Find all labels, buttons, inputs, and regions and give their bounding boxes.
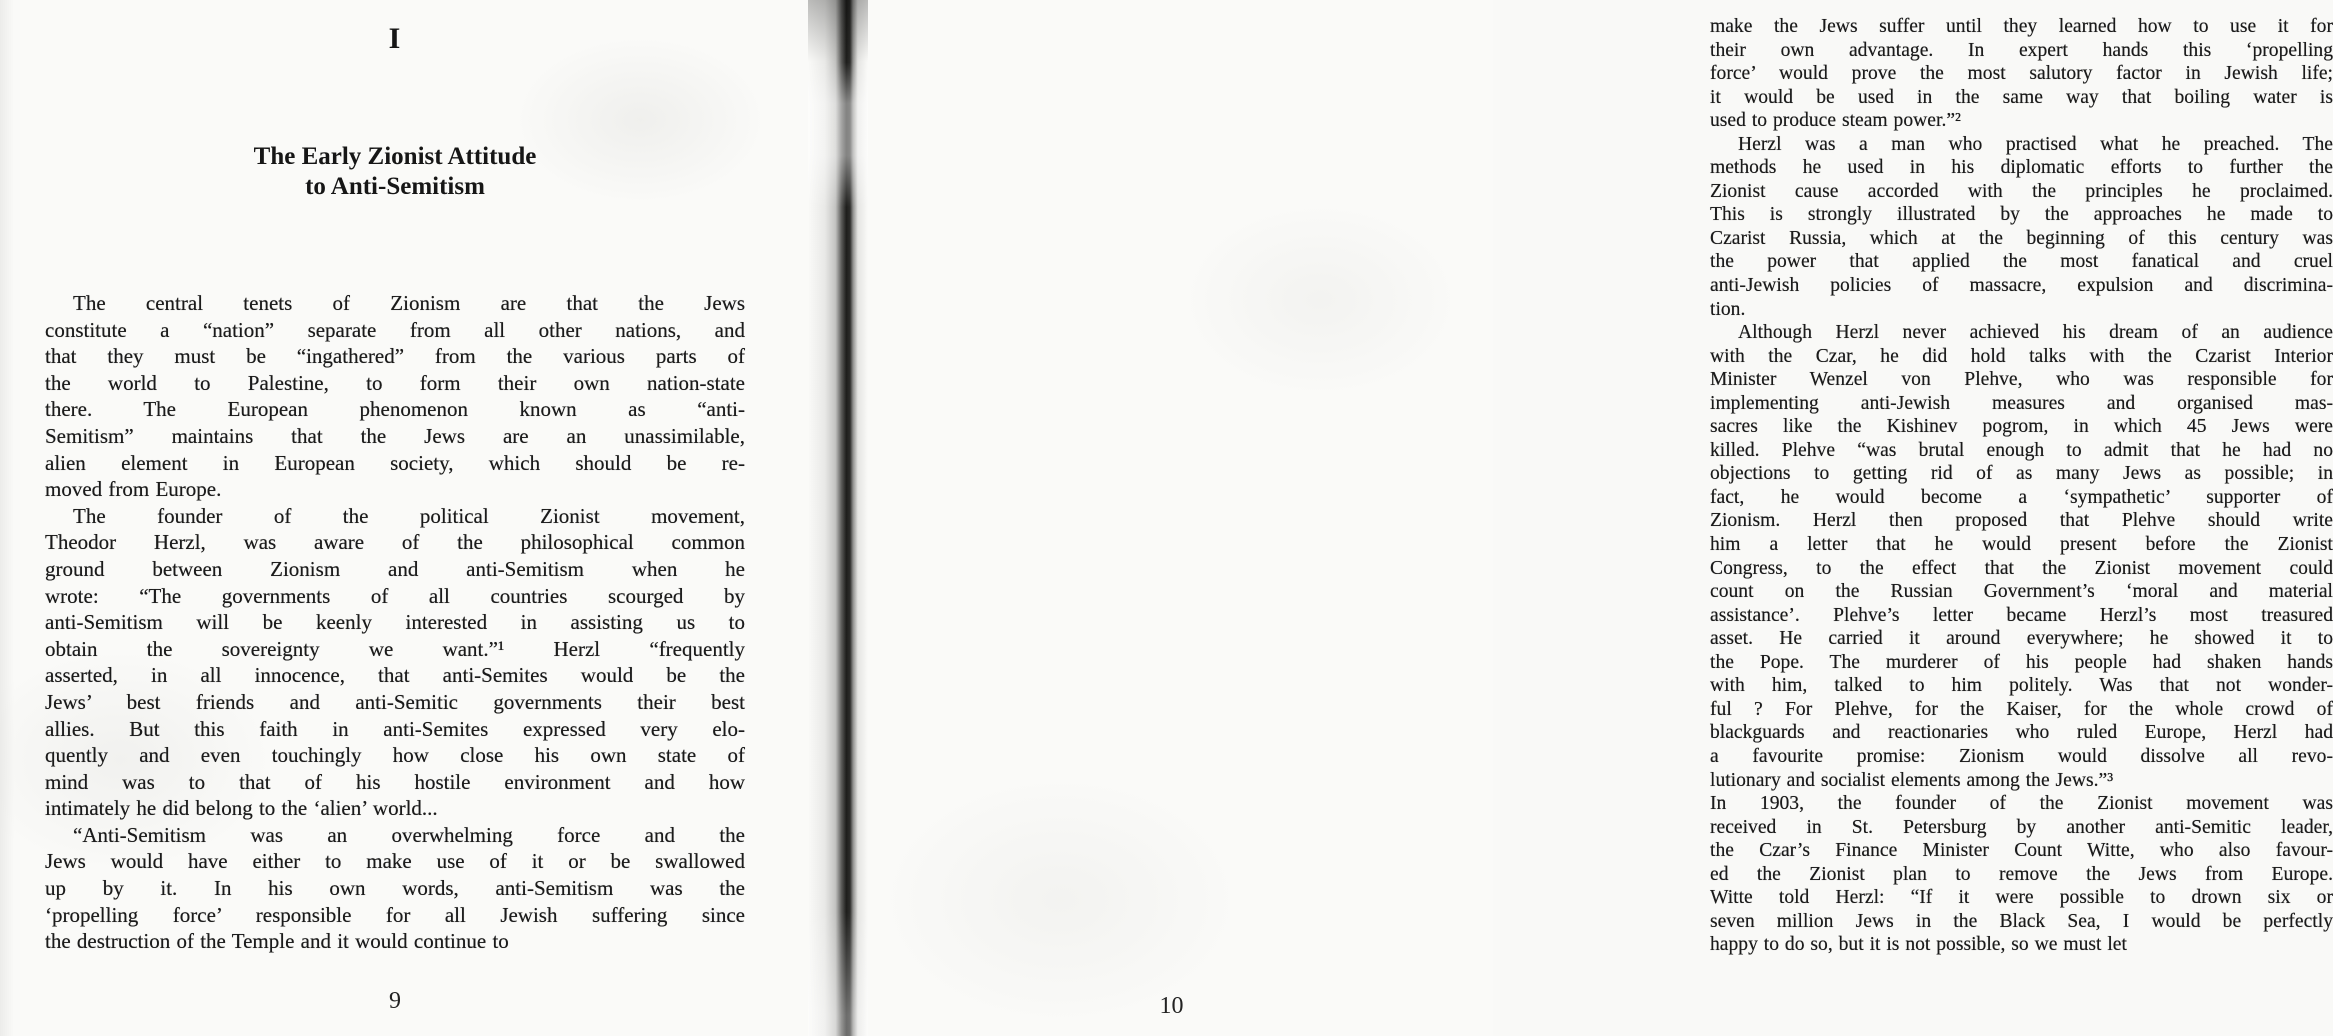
chapter-title: The Early Zionist Attitude to Anti-Semitism xyxy=(253,143,537,200)
paragraph: The founder of the political Zionist movement, Theodor Herzl, was aware of the philosophical common ground between Zionism and anti-Semitism when he wrote: “The governments of all countries scourged by anti-Semitism will be keenly interested in assisting us to obtain the sovereignty we want.”¹ Herzl “frequently asserted, in all innocence, that anti-Semites would be the Jews’ best friends and anti-Semitic governments their best allies. But this faith in anti-Semites expressed very elo- quently and even touchingly how close his own state of mind was to that of his hostile environment and how intimately he did belong to the ‘alien’ world... xyxy=(45,503,745,821)
left-page xyxy=(0,0,808,1036)
left-page-body xyxy=(45,290,745,955)
page-number-left: 9 xyxy=(389,988,401,1014)
paragraph: The central tenets of Zionism are that the Jews constitute a “nation” separate from all other nations, and that they must be “ingathered” from the various parts of the world to Palestine, to form their own nation-state there. The European phenomenon known as “anti- Semitism” maintains that the Jews are an unassimilable, alien element in European society, which should be re- moved from Europe. xyxy=(45,291,745,502)
book-gutter-shadow xyxy=(808,0,868,1036)
right-page-body xyxy=(1710,15,2333,957)
chapter-number: I xyxy=(388,22,402,55)
paragraph: Herzl was a man who practised what he preached. The methods he used in his diplomatic efforts to further the Zionist cause accorded with the principles he proclaimed. This is strongly illustrated by the approaches he made to Czarist Russia, which at the beginning of this century was the power that applied the most fanatical and cruel anti-Jewish policies of massacre, expulsion and discrimina- tion. xyxy=(1710,133,2333,320)
paragraph: In 1903, the founder of the Zionist movement was received in St. Petersburg by another anti-Semitic leader, the Czar’s Finance Minister Count Witte, who also favour- ed the Zionist plan to remove the Jews from Europe. Witte told Herzl: “If it were possible to drown six or seven million Jews in the Black Sea, I would be perfectly happy to do so, but it is not possible, so we must let xyxy=(1710,793,2333,956)
paragraph: Although Herzl never achieved his dream of an audience with the Czar, he did hold talks with the Czarist Interior Minister Wenzel von Plehve, who was responsible for implementing anti-Jewish measures and organised mas- sacres like the Kishinev pogrom, in which 45 Jews were killed. Plehve “was brutal enough to admit that he had no objections to getting rid of as many Jews as possible; in fact, he would become a ‘sympathetic’ supporter of Zionism. Herzl then proposed that Plehve should write him a letter that he would present before the Zionist Congress, to the effect that the Zionist movement could count on the Russian Government’s ‘moral and material assistance’. Plehve’s letter became Herzl’s most treasured asset. He carried it around everywhere; he showed it to the Pope. The murderer of his people had shaken hands with him, talked to him politely. Was that not wonder- ful ? For Plehve, for the Kaiser, for the whole crowd of blackguards and reactionaries who ruled Europe, Herzl had a favourite promise: Zionism would dissolve all revo- lutionary and socialist elements among the Jews.”³ xyxy=(1710,322,2333,791)
paragraph: make the Jews suffer until they learned how to use it for their own advantage. In expert hands this ‘propelling force’ would prove the most salutory factor in Jewish life; it would be used in the same way that boiling water is used to produce steam power.”² xyxy=(1710,16,2333,132)
paragraph: “Anti-Semitism was an overwhelming force and the Jews would have either to make use of it or be swallowed up by it. In his own words, anti-Semitism was the ‘propelling force’ responsible for all Jewish suffering since the destruction of the Temple and it would continue to xyxy=(45,822,745,954)
page-number-right: 10 xyxy=(1159,993,1184,1019)
right-page xyxy=(850,0,2333,1036)
